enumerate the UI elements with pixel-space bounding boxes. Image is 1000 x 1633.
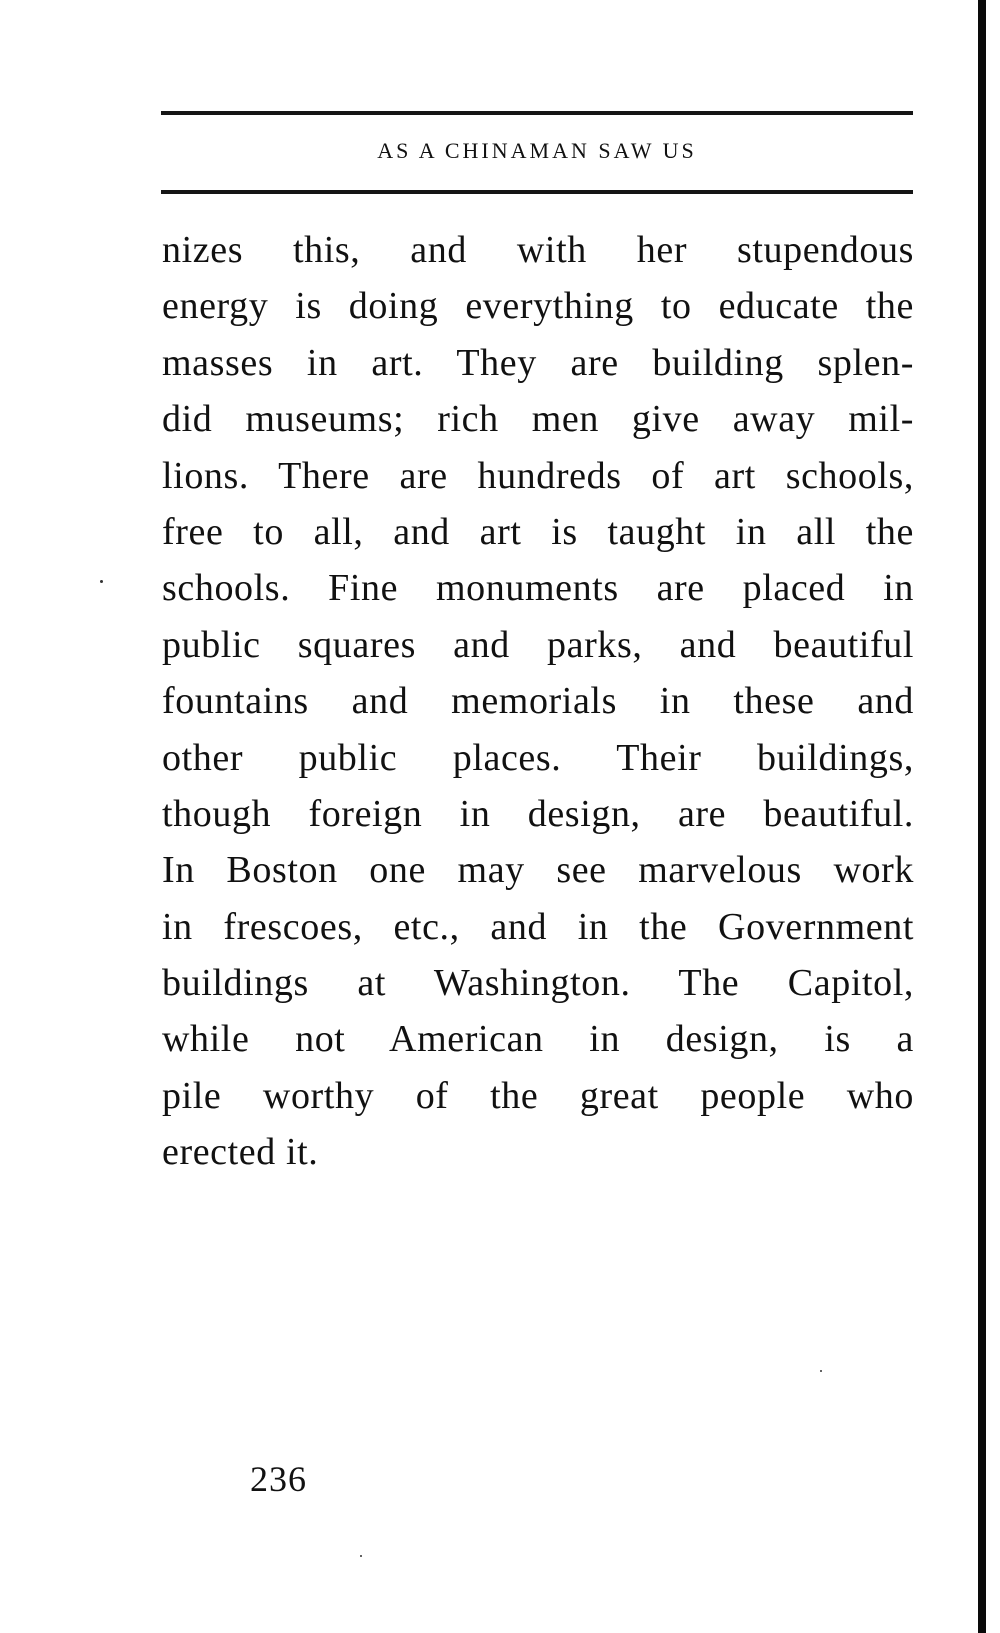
paper-speck <box>100 580 103 583</box>
body-text <box>162 222 914 1181</box>
page-number: 236 <box>250 1459 307 1499</box>
text-line: buildings at Washington. The Capitol, <box>162 962 914 1005</box>
header-rule-top <box>161 111 913 115</box>
text-line: did museums; rich men give away mil- <box>162 398 914 441</box>
paper-speck <box>360 1555 362 1557</box>
running-head: AS A CHINAMAN SAW US <box>377 138 697 163</box>
paper-speck <box>820 1370 822 1372</box>
header-rule-bottom <box>161 190 913 194</box>
text-line: while not American in design, is a <box>162 1018 914 1061</box>
text-line: energy is doing everything to educate the <box>162 285 914 328</box>
text-line: free to all, and art is taught in all the <box>162 510 914 553</box>
text-line: though foreign in design, are beautiful. <box>162 792 914 835</box>
text-line: lions. There are hundreds of art schools, <box>162 454 914 497</box>
page-edge-shadow <box>978 0 986 1633</box>
text-line: pile worthy of the great people who <box>162 1074 914 1117</box>
text-line: masses in art. They are building splen- <box>162 341 914 384</box>
text-line: other public places. Their buildings, <box>162 736 914 779</box>
text-line: erected it. <box>162 1131 319 1174</box>
text-line: nizes this, and with her stupendous <box>162 229 914 271</box>
text-line: fountains and memorials in these and <box>162 680 914 723</box>
text-line: In Boston one may see marvelous work <box>162 849 914 892</box>
text-line: schools. Fine monuments are placed in <box>162 567 914 610</box>
text-line: in frescoes, etc., and in the Government <box>162 905 914 948</box>
text-line: public squares and parks, and beautiful <box>162 623 914 666</box>
